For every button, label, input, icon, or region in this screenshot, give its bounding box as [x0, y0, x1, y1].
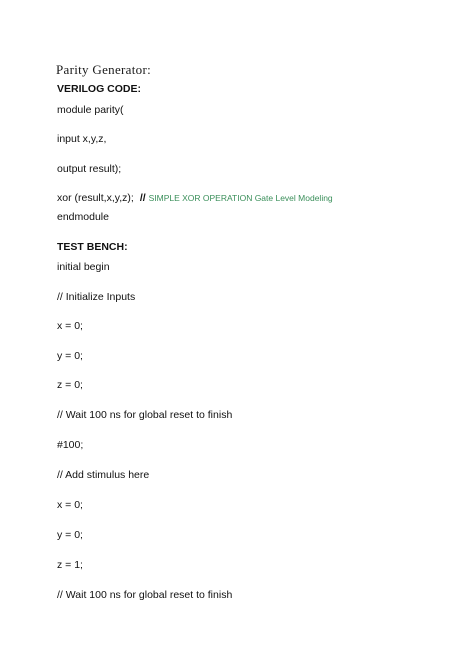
xor-comment-text: SIMPLE XOR OPERATION Gate Level Modeling	[148, 193, 333, 203]
testbench-line: y = 0;	[57, 529, 83, 541]
testbench-line: // Wait 100 ns for global reset to finish	[57, 589, 233, 601]
testbench-line: // Initialize Inputs	[57, 291, 136, 303]
testbench-line: x = 0;	[57, 320, 83, 332]
xor-comment-slash: //	[139, 192, 146, 204]
code-line-output: output result);	[57, 163, 122, 175]
testbench-line: // Wait 100 ns for global reset to finish	[57, 409, 233, 421]
code-line-module: module parity(	[57, 104, 124, 116]
testbench-line: #100;	[57, 439, 84, 451]
document-title: Parity Generator:	[56, 62, 151, 77]
code-line-endmodule: endmodule	[57, 211, 109, 223]
testbench-line: initial begin	[57, 261, 110, 273]
testbench-line: z = 0;	[57, 379, 83, 391]
testbench-line: // Add stimulus here	[57, 469, 150, 481]
code-line-xor	[57, 191, 333, 205]
verilog-code-heading: VERILOG CODE:	[57, 83, 142, 95]
testbench-line: x = 0;	[57, 499, 83, 511]
testbench-line: z = 1;	[57, 559, 83, 571]
test-bench-heading: TEST BENCH:	[57, 241, 128, 253]
testbench-line: y = 0;	[57, 350, 83, 362]
xor-code: xor (result,x,y,z);	[57, 192, 134, 204]
code-line-input: input x,y,z,	[57, 133, 107, 145]
